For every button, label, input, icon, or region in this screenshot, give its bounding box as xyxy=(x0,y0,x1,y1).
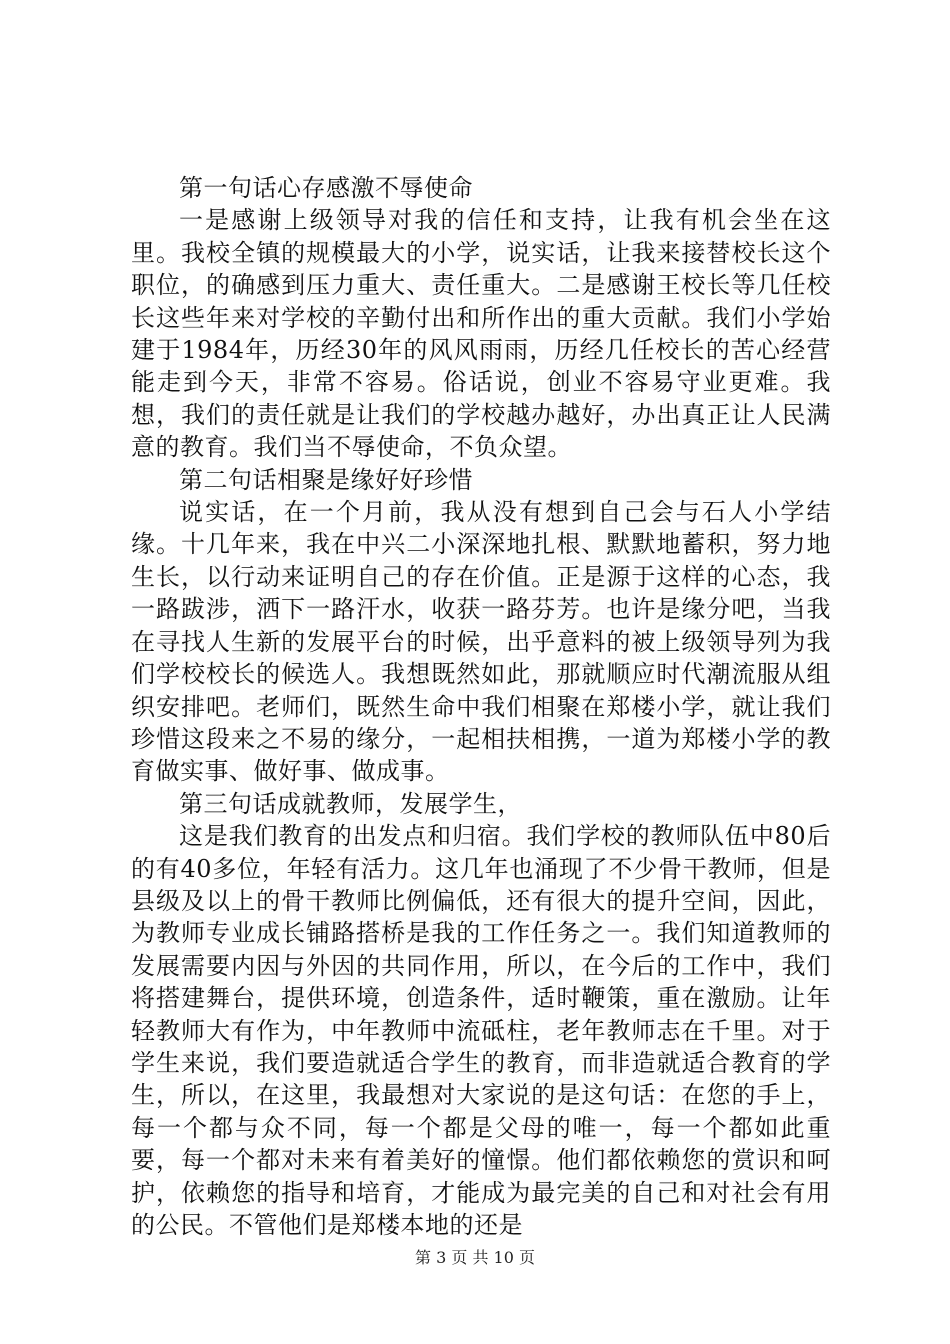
heading-1: 第一句话心存感激不辱使命 xyxy=(179,174,473,202)
heading-2: 第二句话相聚是缘好好珍惜 xyxy=(179,465,473,494)
paragraph-2: 说实话，在一个月前，我从没有想到自己会与石人小学结缘。十几年来，我在中兴二小深深地扎根、默默地蓄积，努力地生长，以行动来证明自己的存在价值。正是源于这样的心态，我一路跋涉，洒下一路汗水，收获一路芬芳。也许是缘分吧，当我在寻找人生新的发展平台的时候，出乎意料的被上级领导列为我们学校校长的候选人。我想既然如此，那就顺应时代潮流服从组织安排吧。老师们，既然生命中我们相聚在郑楼小学，就让我们珍惜这段来之不易的缘分，一起相扶相携，一道为郑楼小学的教育做实事、做好事、做成事。 xyxy=(131,498,831,786)
page-number-footer: 第 3 页 共 10 页 xyxy=(415,1248,535,1267)
paragraph-3: 这是我们教育的出发点和归宿。我们学校的教师队伍中80后的有40多位，年轻有活力。这几年也涌现了不少骨干教师，但是县级及以上的骨干教师比例偏低，还有很大的提升空间，因此，为教师专业成长铺路搭桥是我的工作任务之一。我们知道教师的发展需要内因与外因的共同作用，所以，在今后的工作中，我们将搭建舞台，提供环境，创造条件，适时鞭策，重在激励。让年轻教师大有作为，中年教师中流砥柱，老年教师志在千里。对于学生来说，我们要造就适合学生的教育，而非造就适合教育的学生，所以，在这里，我最想对大家说的是这句话：在您的手上，每一个都与众不同，每一个都是父母的唯一，每一个都如此重要，每一个都对未来有着美好的憧憬。他们都依赖您的赏识和呵护，依赖您的指导和培育，才能成为最完美的自己和对社会有用的公民。不管他们是郑楼本地的还是 xyxy=(131,822,831,1239)
paragraph-1: 一是感谢上级领导对我的信任和支持，让我有机会坐在这里。我校全镇的规模最大的小学，说实话，让我来接替校长这个职位，的确感到压力重大、责任重大。二是感谢王校长等几任校长这些年来对学校的辛勤付出和所作出的重大贡献。我们小学始建于1984年，历经30年的风风雨雨，历经几任校长的苦心经营能走到今天，非常不容易。俗话说，创业不容易守业更难。我想，我们的责任就是让我们的学校越办越好，办出真正让人民满意的教育。我们当不辱使命，不负众望。 xyxy=(131,206,831,462)
heading-3: 第三句话成就教师，发展学生， xyxy=(179,789,522,818)
body-text xyxy=(131,172,831,1241)
